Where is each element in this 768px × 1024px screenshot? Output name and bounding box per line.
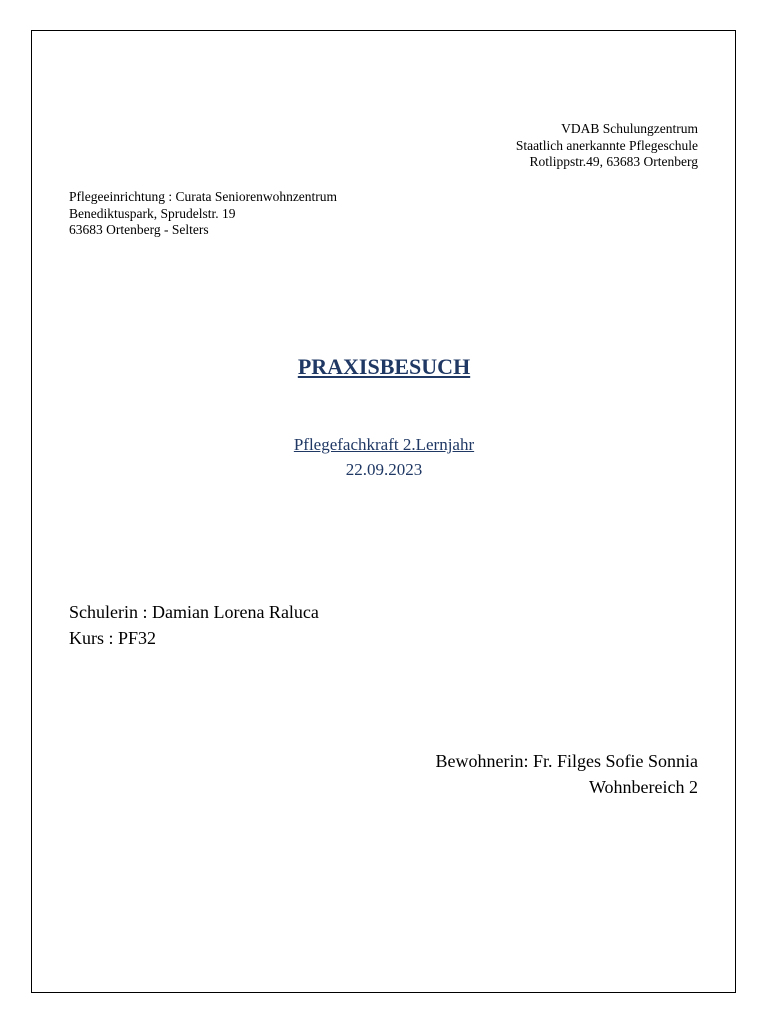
facility-city: 63683 Ortenberg - Selters [69, 222, 209, 237]
subtitle-block [0, 432, 768, 482]
student-info-block [69, 599, 319, 651]
school-address-block [516, 121, 698, 171]
school-description: Staatlich anerkannte Pflegeschule [515, 137, 698, 153]
resident-area: Wohnbereich 2 [588, 777, 698, 797]
facility-street: Benediktuspark, Sprudelstr. 19 [69, 205, 236, 221]
resident-info-block [436, 748, 699, 800]
course-subtitle: Pflegefachkraft 2.Lernjahr [293, 435, 475, 454]
document-title-container [0, 354, 768, 380]
page-border [31, 30, 736, 993]
student-name: Schulerin : Damian Lorena Raluca [69, 602, 319, 622]
facility-address-block [69, 189, 337, 239]
resident-name: Bewohnerin: Fr. Filges Sofie Sonnia [435, 751, 698, 771]
facility-name: Pflegeeinrichtung : Curata Seniorenwohnzentrum [69, 189, 338, 204]
school-name: VDAB Schulungzentrum [561, 121, 698, 136]
visit-date: 22.09.2023 [345, 460, 423, 479]
document-title: PRAXISBESUCH [297, 354, 471, 379]
student-course: Kurs : PF32 [69, 628, 157, 648]
school-address: Rotlippstr.49, 63683 Ortenberg [529, 154, 698, 169]
